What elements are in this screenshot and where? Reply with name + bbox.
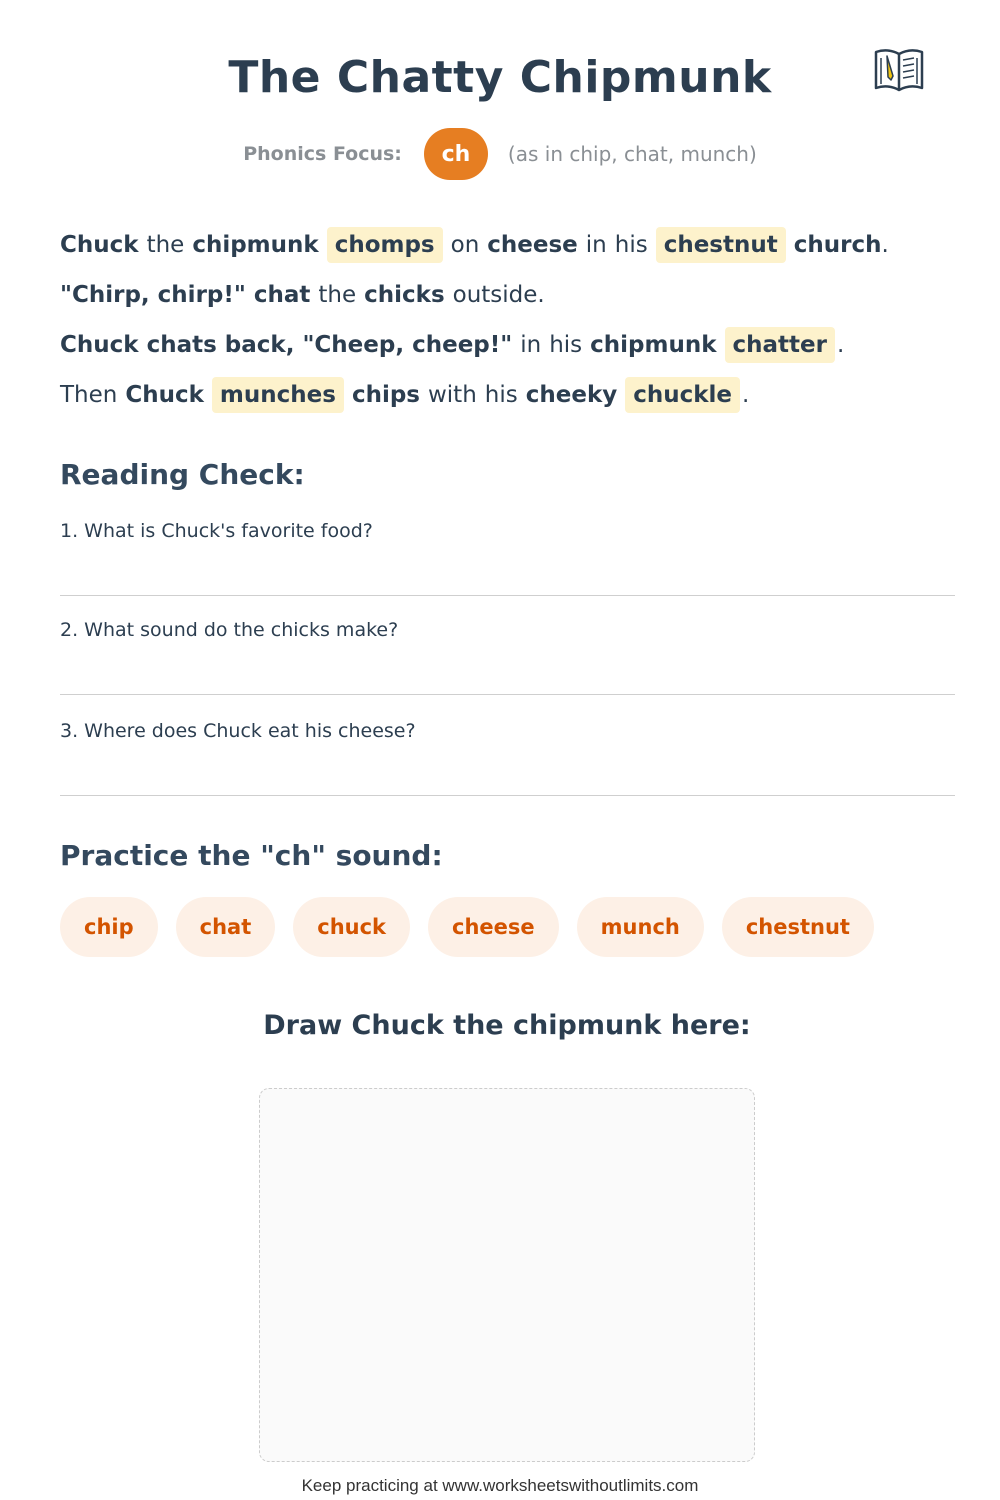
highlighted-word: chatter: [725, 327, 835, 363]
phonics-focus-label: Phonics Focus:: [243, 143, 402, 165]
story-word: his: [614, 232, 648, 258]
story-word: his: [484, 382, 518, 408]
story-word: chats: [146, 332, 217, 358]
story-line: [60, 220, 960, 270]
story-punct: .: [837, 332, 845, 358]
practice-word-chip: munch: [577, 897, 704, 957]
drawing-area[interactable]: [259, 1088, 755, 1462]
story-word: Then: [60, 382, 118, 408]
story-word: chipmunk: [192, 232, 319, 258]
drawing-heading: Draw Chuck the chipmunk here:: [263, 1010, 751, 1041]
story-word: with: [427, 382, 477, 408]
answer-line-3[interactable]: [60, 795, 955, 796]
story-word: in: [520, 332, 542, 358]
story-word: Chuck: [60, 332, 139, 358]
phonics-note: (as in chip, chat, munch): [507, 142, 757, 166]
practice-word-chip: chestnut: [722, 897, 874, 957]
story-word: chat: [253, 282, 311, 308]
story-word: in: [585, 232, 607, 258]
phonics-badge: ch: [424, 128, 488, 180]
question-1: 1. What is Chuck's favorite food?: [60, 520, 373, 542]
story-word: "Chirp, chirp!": [60, 282, 246, 308]
story-word: Chuck: [60, 232, 139, 258]
question-2: 2. What sound do the chicks make?: [60, 619, 399, 641]
story-word: chicks: [364, 282, 445, 308]
story-line: [60, 270, 960, 320]
answer-line-1[interactable]: [60, 595, 955, 596]
worksheet-title: The Chatty Chipmunk: [228, 52, 772, 103]
story-word: chips: [351, 382, 420, 408]
practice-word-chip: chat: [176, 897, 276, 957]
story-word: the: [146, 232, 185, 258]
story-word: on: [450, 232, 480, 258]
story-word: cheese: [487, 232, 578, 258]
practice-heading: Practice the "ch" sound:: [60, 839, 443, 872]
story-passage: [60, 220, 960, 420]
question-3: 3. Where does Chuck eat his cheese?: [60, 720, 416, 742]
highlighted-word: chestnut: [656, 227, 786, 263]
reading-check-heading: Reading Check:: [60, 458, 305, 491]
story-word: back, "Cheep, cheep!": [224, 332, 513, 358]
story-line: [60, 370, 960, 420]
practice-word-list: [60, 897, 874, 957]
practice-word-chip: chuck: [293, 897, 410, 957]
story-word: outside.: [452, 282, 545, 308]
story-word: church: [793, 232, 882, 258]
practice-word-chip: chip: [60, 897, 158, 957]
story-word: Chuck: [125, 382, 204, 408]
story-punct: .: [742, 382, 750, 408]
phonics-focus: [0, 128, 1000, 180]
book-icon: [872, 44, 926, 94]
footer-text: Keep practicing at www.worksheetswithoutlimits.com: [301, 1476, 699, 1495]
highlighted-word: munches: [212, 377, 344, 413]
story-word: cheeky: [525, 382, 618, 408]
story-word: his: [549, 332, 583, 358]
story-word: the: [318, 282, 357, 308]
practice-word-chip: cheese: [428, 897, 559, 957]
story-line: [60, 320, 960, 370]
answer-line-2[interactable]: [60, 694, 955, 695]
highlighted-word: chomps: [327, 227, 443, 263]
highlighted-word: chuckle: [625, 377, 740, 413]
story-word: chipmunk: [590, 332, 717, 358]
story-punct: .: [881, 232, 889, 258]
